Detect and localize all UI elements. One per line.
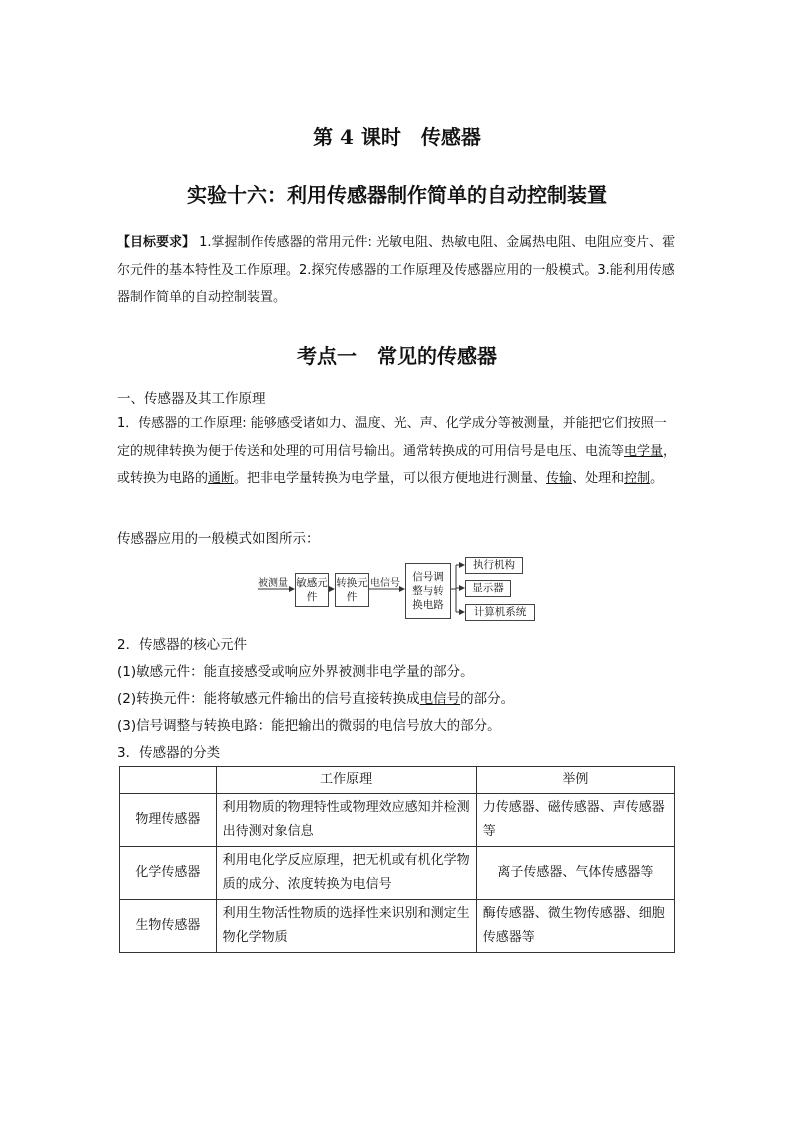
table-row: [120, 900, 675, 953]
conversion-element-box: 转换元件: [335, 573, 369, 607]
table-cell-type: 物理传感器: [120, 794, 217, 847]
principle-paragraph: [117, 410, 679, 493]
underline-electric-quantity: 电学量: [624, 443, 664, 459]
core-item-2-text-a: (2)转换元件：能将敏感元件输出的信号直接转换成: [117, 691, 420, 707]
table-header-row: [120, 767, 675, 794]
input-label: 被测量: [258, 578, 288, 589]
table-cell-principle: 利用物质的物理特性或物理效应感知并检测出待测对象信息: [216, 794, 476, 847]
computer-system-box: 计算机系统: [465, 604, 535, 621]
principle-text-d: 、处理和: [572, 471, 625, 486]
table-cell-type: 生物传感器: [120, 900, 217, 953]
core-item-2-text-b: 的部分。: [460, 691, 515, 707]
goal-paragraph: [117, 229, 679, 312]
header-cell: 举例: [476, 767, 674, 794]
underline-on-off: 通断: [208, 471, 235, 486]
table-cell-example: 力传感器、磁传感器、声传感器等: [476, 794, 674, 847]
core-item-3: (3)信号调整与转换电路：能把输出的微弱的电信号放大的部分。: [117, 718, 501, 734]
section2-heading: 2．传感器的核心元件: [117, 637, 248, 653]
section3-heading: 3．传感器的分类: [117, 745, 221, 761]
table-cell-principle: 利用生物活性物质的选择性来识别和测定生物化学物质: [216, 900, 476, 953]
table-cell-example: 酶传感器、微生物传感器、细胞传感器等: [476, 900, 674, 953]
underline-transmit: 传输: [546, 471, 573, 486]
signal-circuit-box: 信号调整与转换电路: [405, 563, 451, 619]
principle-text-c: 。把非电学量转换为电学量，可以很方便地进行测量、: [234, 471, 547, 486]
core-item-2: [117, 687, 514, 707]
point-title: 考点一 常见的传感器: [297, 344, 497, 368]
header-cell: 工作原理: [216, 767, 476, 794]
goal-text: 1.掌握制作传感器的常用元件: 光敏电阻、热敏电阻、金属热电阻、电阻应变片、霍尔元件的基本特性及工作原理。2.探究传感器的工作原理及传感器应用的一般模式。3.能利用传感器制作简单的自动控制装置。: [117, 235, 676, 305]
principle-text-b: ，或转换为电路的: [117, 443, 677, 486]
table-cell-example: 离子传感器、气体传感器等: [476, 847, 674, 900]
actuator-box: 执行机构: [465, 557, 523, 574]
experiment-title: 实验十六：利用传感器制作简单的自动控制装置: [187, 183, 607, 207]
model-caption: 传感器应用的一般模式如图所示：: [117, 531, 320, 547]
table-row: [120, 794, 675, 847]
underline-electric-signal: 电信号: [419, 691, 461, 707]
lesson-title: 第 4 课时 传感器: [313, 125, 481, 149]
table-cell-principle: 利用电化学反应原理，把无机或有机化学物质的成分、浓度转换为电信号: [216, 847, 476, 900]
sensor-model-diagram: [256, 553, 538, 625]
display-box: 显示器: [465, 580, 511, 597]
sensing-element-box: 敏感元件: [295, 573, 329, 607]
header-cell: [120, 767, 217, 794]
signal-label: 电信号: [370, 578, 400, 589]
core-item-1: (1)敏感元件：能直接感受或响应外界被测非电学量的部分。: [117, 664, 474, 680]
goal-tag: 【目标要求】: [117, 235, 196, 250]
section1-heading: 一、传感器及其工作原理: [117, 391, 266, 407]
underline-control: 控制: [624, 471, 651, 486]
table-cell-type: 化学传感器: [120, 847, 217, 900]
table-row: [120, 847, 675, 900]
sensor-classification-table: [119, 766, 675, 953]
principle-text-a: 1．传感器的工作原理: 能够感受诸如力、温度、光、声、化学成分等被测量，并能把它们按照一定的规律转换为便于传送和处理的可用信号输出。通常转换成的可用信号是电压、电流等: [117, 416, 667, 459]
principle-text-e: 。: [650, 471, 664, 486]
